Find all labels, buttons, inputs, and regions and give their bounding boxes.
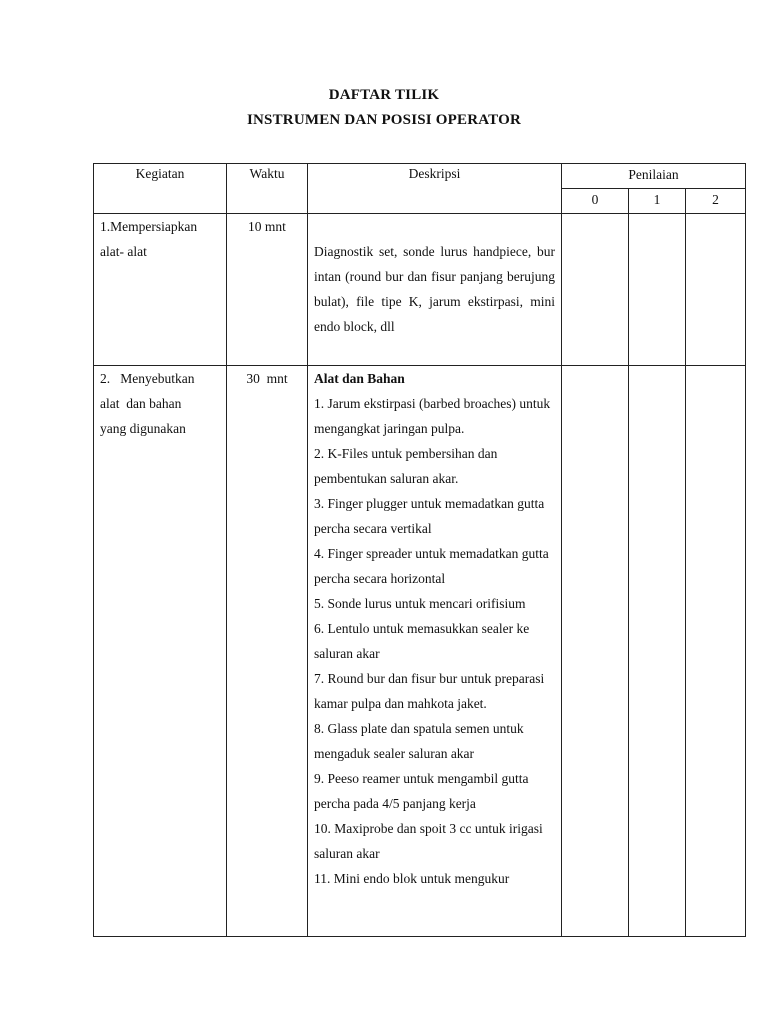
deskripsi-cell: Diagnostik set, sonde lurus handpiece, bur intan (round bur dan fisur panjang berujung bulat), file tipe K, jarum ekstirpasi, mini endo block, dll (308, 214, 562, 366)
list-item: 2. K-Files untuk pembersihan dan pembentukan saluran akar. (314, 446, 498, 486)
kegiatan-line: 2. Menyebutkan (100, 371, 195, 386)
score-header-2: 2 (686, 189, 746, 214)
waktu-cell: 30 mnt (227, 366, 308, 937)
header-deskripsi: Deskripsi (308, 164, 562, 214)
score-cell-2[interactable] (686, 214, 746, 366)
list-item: 3. Finger plugger untuk memadatkan gutta percha secara vertikal (314, 496, 545, 536)
page-subtitle: INSTRUMEN DAN POSISI OPERATOR (246, 112, 522, 128)
kegiatan-cell (94, 214, 227, 366)
score-cell-0[interactable] (562, 214, 629, 366)
kegiatan-line: yang digunakan (100, 421, 186, 436)
score-header-0: 0 (562, 189, 629, 214)
page-title: DAFTAR TILIK (328, 87, 440, 103)
score-cell-1[interactable] (629, 214, 686, 366)
kegiatan-line: alat dan bahan (100, 396, 182, 411)
list-item: 6. Lentulo untuk memasukkan sealer ke saluran akar (314, 621, 530, 661)
list-item: 8. Glass plate dan spatula semen untuk mengaduk sealer saluran akar (314, 721, 524, 761)
deskripsi-heading: Alat dan Bahan (314, 371, 405, 386)
header-kegiatan: Kegiatan (94, 164, 227, 214)
list-item: 1. Jarum ekstirpasi (barbed broaches) untuk mengangkat jaringan pulpa. (314, 396, 551, 436)
list-item: 11. Mini endo blok untuk mengukur (314, 871, 510, 886)
table-row (94, 214, 746, 366)
kegiatan-line: 1.Mempersiapkan (100, 219, 198, 234)
list-item: 7. Round bur dan fisur bur untuk preparasi kamar pulpa dan mahkota jaket. (314, 671, 545, 711)
list-item: 9. Peeso reamer untuk mengambil gutta percha pada 4/5 panjang kerja (314, 771, 529, 811)
waktu-cell: 10 mnt (227, 214, 308, 366)
score-cell-1[interactable] (629, 366, 686, 937)
checklist-table (93, 163, 746, 937)
list-item: 4. Finger spreader untuk memadatkan gutta percha secara horizontal (314, 546, 549, 586)
header-waktu: Waktu (227, 164, 308, 214)
kegiatan-cell (94, 366, 227, 937)
score-cell-2[interactable] (686, 366, 746, 937)
list-item: 10. Maxiprobe dan spoit 3 cc untuk irigasi saluran akar (314, 821, 543, 861)
score-cell-0[interactable] (562, 366, 629, 937)
deskripsi-cell (308, 366, 562, 937)
header-penilaian: Penilaian (562, 164, 746, 189)
kegiatan-line: alat- alat (100, 244, 147, 259)
list-item: 5. Sonde lurus untuk mencari orifisium (314, 596, 526, 611)
score-header-1: 1 (629, 189, 686, 214)
table-row (94, 366, 746, 937)
